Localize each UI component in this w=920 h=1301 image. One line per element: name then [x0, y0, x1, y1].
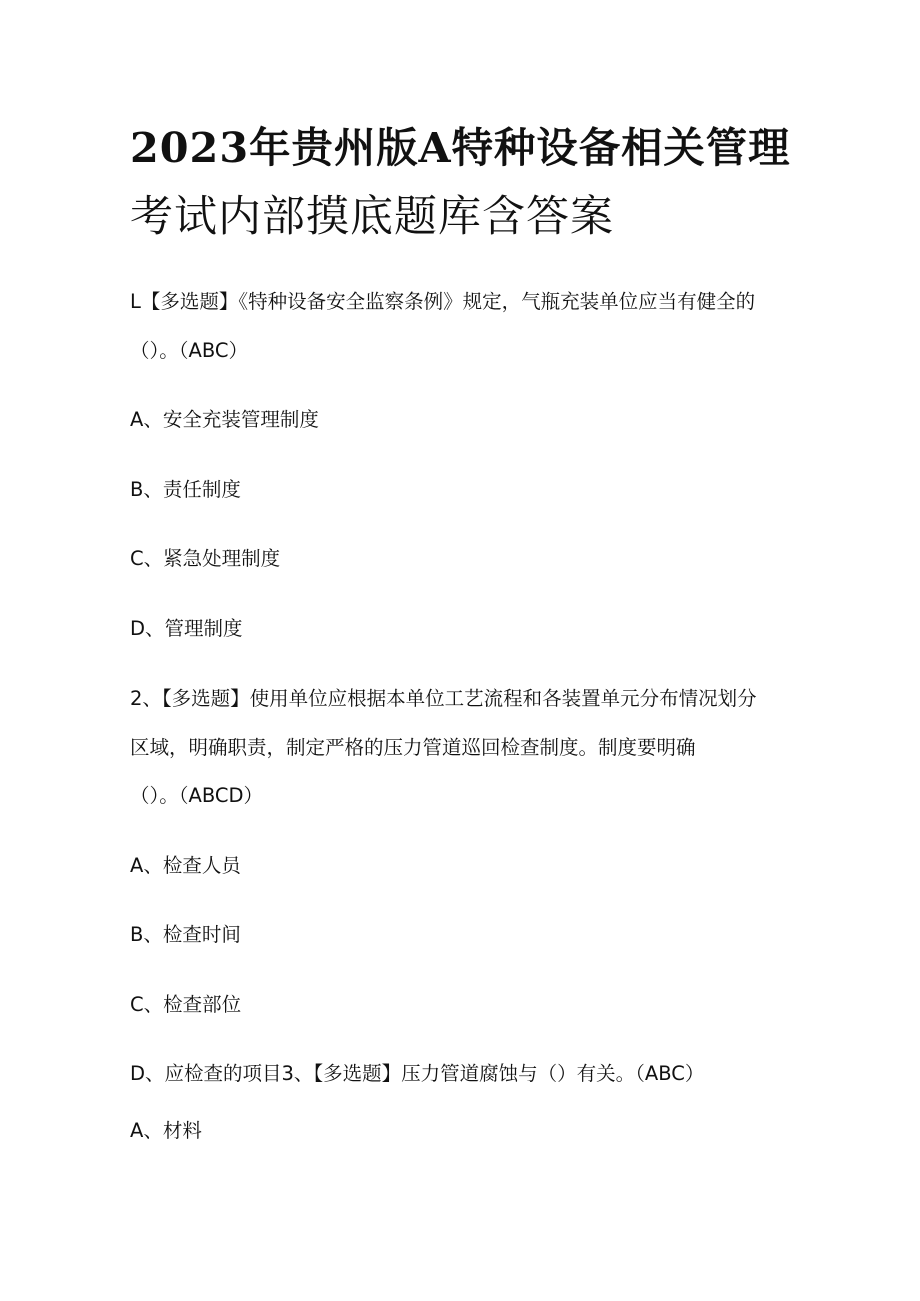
question-2-stem-line-2: 区域，明确职责，制定严格的压力管道巡回检查制度。制度要明确: [130, 736, 696, 759]
question-2-option-d-and-question-3-stem: D、应检查的项目3、【多选题】压力管道腐蚀与（）有关。（ABC）: [130, 1062, 705, 1085]
question-2-option-b: B、检查时间: [130, 923, 241, 946]
question-1-stem: L【多选题】《特种设备安全监察条例》规定，气瓶充装单位应当有健全的: [130, 290, 756, 313]
question-1-option-a: A、安全充装管理制度: [130, 408, 319, 431]
question-1-option-c: C、紧急处理制度: [130, 547, 281, 570]
question-1-answer: （）。（ABC）: [130, 339, 248, 362]
question-3-option-a: A、材料: [130, 1119, 202, 1142]
question-2-stem-line-1: 2、【多选题】使用单位应根据本单位工艺流程和各装置单元分布情况划分: [130, 687, 757, 710]
question-1-option-b: B、责任制度: [130, 478, 241, 501]
question-2-option-c: C、检查部位: [130, 993, 242, 1016]
question-2-option-a: A、检查人员: [130, 854, 241, 877]
question-1-option-d: D、管理制度: [130, 617, 243, 640]
document-title-line-2: 考试内部摸底题库含答案: [130, 192, 614, 242]
question-2-answer: （）。（ABCD）: [130, 784, 264, 807]
document-title-line-1: 2023年贵州版A特种设备相关管理: [130, 123, 791, 172]
